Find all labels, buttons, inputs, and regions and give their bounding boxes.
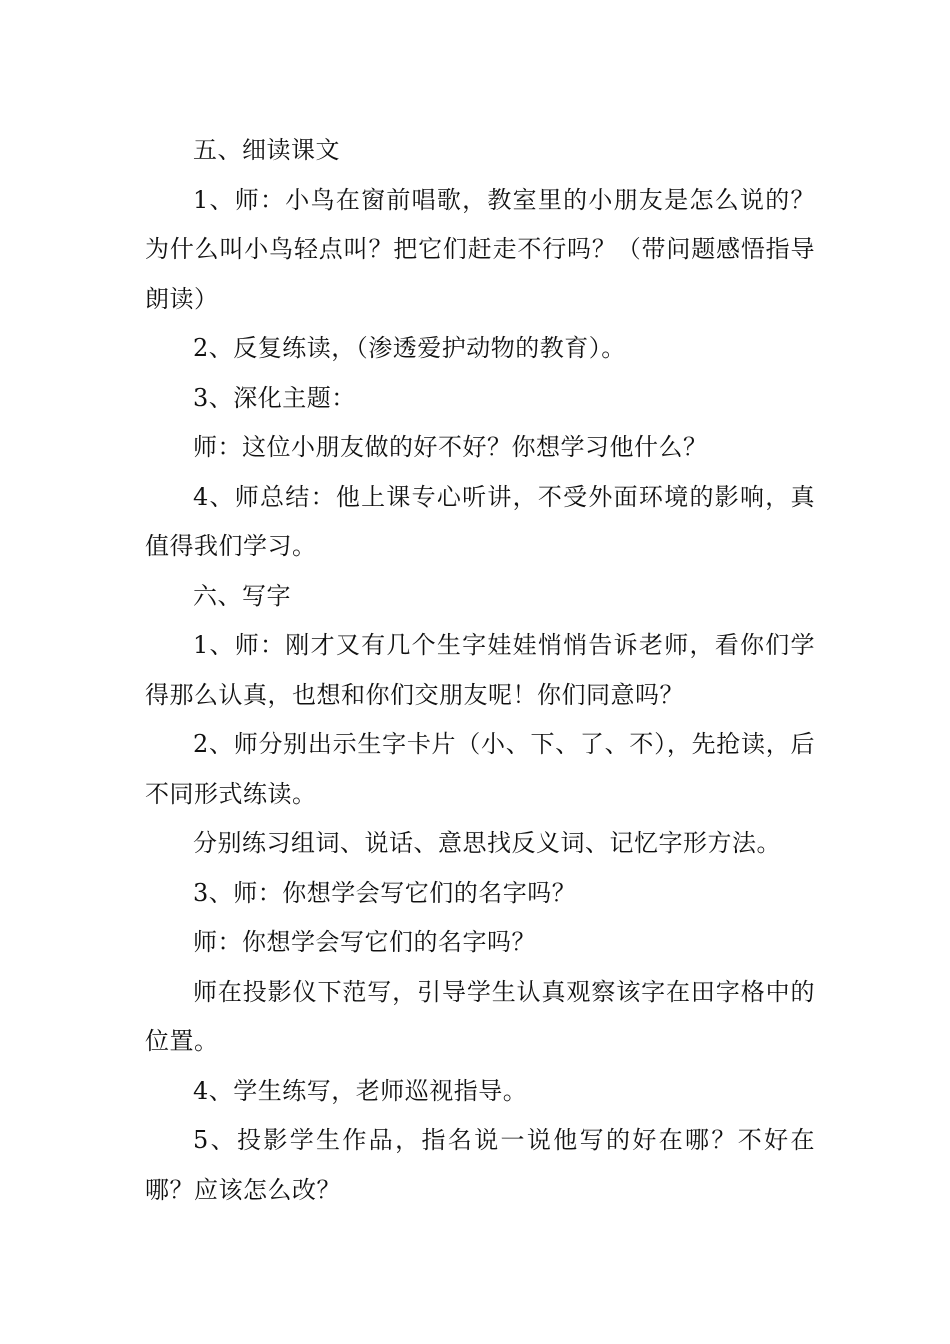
section-heading-writing: 六、写字 bbox=[193, 581, 291, 610]
paragraph: 2、师分别出示生字卡片（小、下、了、不），先抢读，后不同形式练读。 bbox=[145, 730, 815, 808]
paragraph: 2、反复练读，（渗透爱护动物的教育）。 bbox=[193, 334, 626, 362]
paragraph: 4、师总结：他上课专心听讲，不受外面环境的影响，真值得我们学习。 bbox=[145, 482, 815, 560]
section-heading-close-reading: 五、细读课文 bbox=[193, 136, 340, 164]
paragraph: 3、深化主题： bbox=[193, 383, 356, 412]
paragraph: 师：你想学会写它们的名字吗？ bbox=[193, 928, 536, 956]
paragraph: 1、师：小鸟在窗前唱歌，教室里的小朋友是怎么说的？为什么叫小鸟轻点叫？把它们赶走不行吗？（带问题感悟指导朗读） bbox=[145, 185, 815, 313]
document-body bbox=[145, 126, 815, 1215]
paragraph: 4、学生练写，老师巡视指导。 bbox=[193, 1076, 528, 1105]
paragraph: 分别练习组词、说话、意思找反义词、记忆字形方法。 bbox=[193, 829, 781, 857]
paragraph: 师：这位小朋友做的好不好？你想学习他什么？ bbox=[193, 433, 708, 461]
paragraph: 5、投影学生作品，指名说一说他写的好在哪？不好在哪？应该怎么改？ bbox=[145, 1126, 815, 1204]
paragraph: 师在投影仪下范写，引导学生认真观察该字在田字格中的位置。 bbox=[145, 977, 815, 1055]
paragraph: 3、师：你想学会写它们的名字吗？ bbox=[193, 878, 577, 907]
paragraph: 1、师：刚才又有几个生字娃娃悄悄告诉老师，看你们学得那么认真，也想和你们交朋友呢！你们同意吗？ bbox=[145, 631, 815, 709]
